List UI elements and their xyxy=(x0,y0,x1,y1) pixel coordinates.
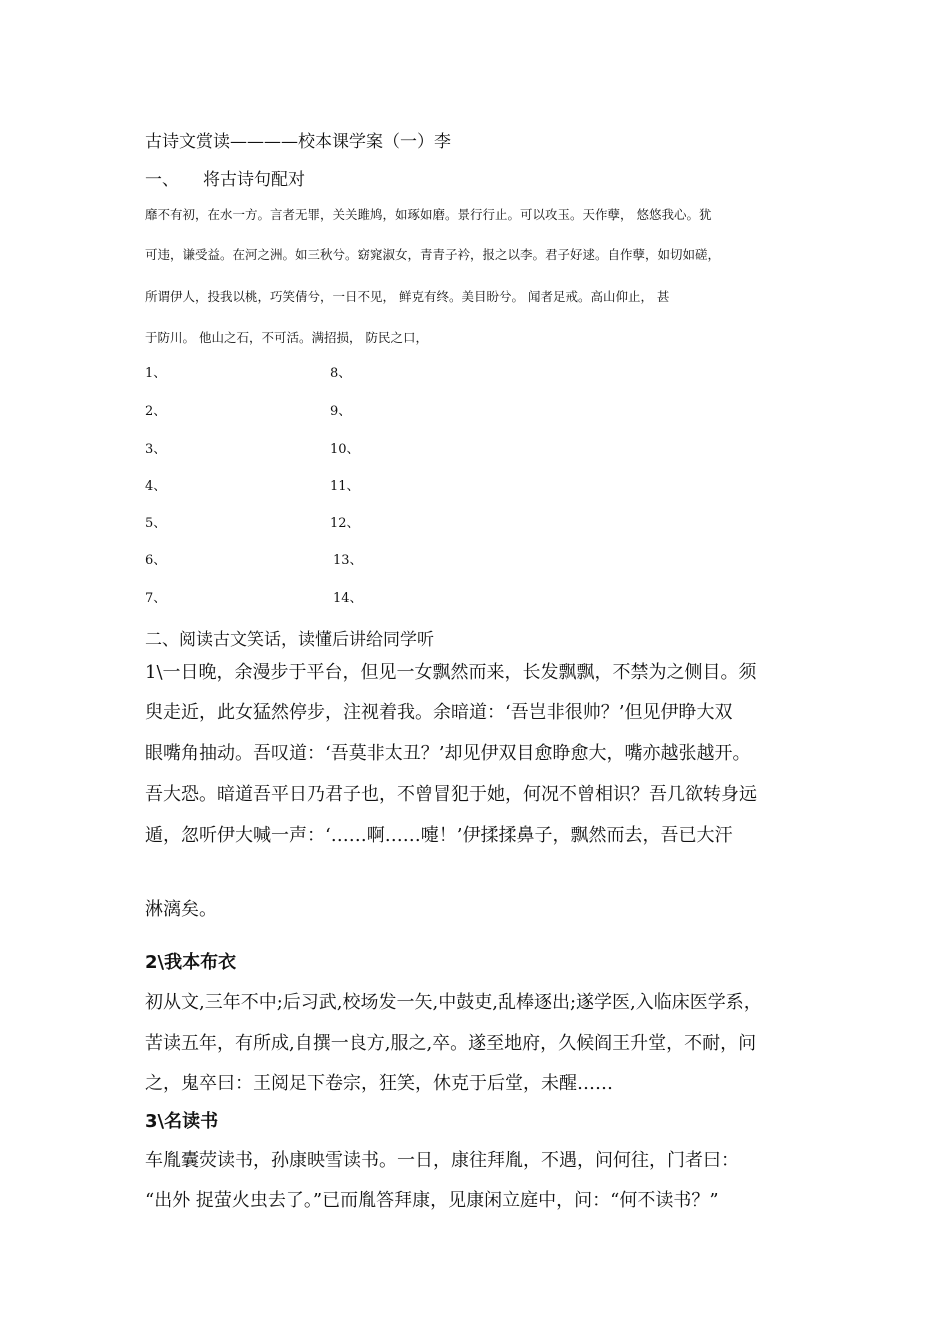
section1-heading xyxy=(145,165,305,190)
answer-row xyxy=(145,438,360,457)
page-title: 古诗文赏读————校本课学案（一）李 xyxy=(145,132,451,152)
poem-pool-line: 于防川。 他山之石，不可活。满招损， 防民之口， xyxy=(145,330,428,345)
story3-line: 车胤囊荧读书，孙康映雪读书。一日，康往拜胤，不遇，问何往，门者曰： xyxy=(145,1150,739,1171)
answer-row xyxy=(145,362,352,381)
answer-blank-right[interactable]: 10、 xyxy=(330,442,360,457)
answer-blank-right[interactable]: 13、 xyxy=(333,553,363,568)
poem-pool-line: 靡不有初，在水一方。言者无罪，关关雎鸠，如琢如磨。景行行止。可以攻玉。天作孽， 悠悠我心。犹 xyxy=(145,207,712,222)
answer-blank-right[interactable]: 9、 xyxy=(330,404,352,419)
answer-blank-left[interactable]: 7、 xyxy=(145,591,167,606)
story1-line: 臾走近，此女猛然停步，注视着我。余暗道：‘吾岂非很帅？’但见伊睁大双 xyxy=(145,702,733,723)
answer-row xyxy=(145,512,360,531)
story1-line: 吾大恐。暗道吾平日乃君子也，不曾冒犯于她，何况不曾相识？吾几欲转身远 xyxy=(145,784,757,805)
answer-blank-left[interactable]: 3、 xyxy=(145,442,167,457)
story2-line: 苦读五年，有所成,自撰一良方,服之,卒。遂至地府，久候阎王升堂，不耐，问 xyxy=(145,1033,757,1054)
story2-line: 初从文,三年不中;后习武,校场发一矢,中鼓吏,乱棒逐出;遂学医,入临床医学系， xyxy=(145,992,762,1013)
section2-heading: 二、阅读古文笑话，读懂后讲给同学听 xyxy=(145,630,434,650)
answer-blank-right[interactable]: 11、 xyxy=(330,479,360,494)
story1-line: 遁，忽听伊大喊一声：‘……啊……嚏！’伊揉揉鼻子，飘然而去，吾已大汗 xyxy=(145,825,733,846)
answer-blank-left[interactable]: 1、 xyxy=(145,366,167,381)
answer-row xyxy=(145,475,360,494)
story2-line: 之，鬼卒曰：王阅足下卷宗，狂笑，休克于后堂，未醒…… xyxy=(145,1073,613,1094)
answer-row xyxy=(145,587,363,606)
answer-blank-left[interactable]: 4、 xyxy=(145,479,167,494)
story1-line: 淋漓矣。 xyxy=(145,899,217,920)
poem-pool-line: 可违，谦受益。在河之洲。如三秋兮。窈窕淑女，青青子衿，报之以李。君子好逑。自作孽，如切如磋， xyxy=(145,247,721,262)
story1-line: 1\一日晚，余漫步于平台，但见一女飘然而来，长发飘飘，不禁为之侧目。须 xyxy=(145,662,757,683)
poem-pool-line: 所谓伊人，投我以桃，巧笑倩兮，一日不见， 鲜克有终。美目盼兮。 闻者足戒。高山仰止， 甚 xyxy=(145,289,670,304)
section1-title: 将古诗句配对 xyxy=(203,170,305,190)
answer-blank-right[interactable]: 8、 xyxy=(330,366,352,381)
answer-blank-left[interactable]: 2、 xyxy=(145,404,167,419)
story1-line: 眼嘴角抽动。吾叹道：‘吾莫非太丑？’却见伊双目愈睁愈大，嘴亦越张越开。 xyxy=(145,743,751,764)
answer-row xyxy=(145,549,363,568)
story3-title: 3\名读书 xyxy=(145,1111,219,1132)
answer-row xyxy=(145,400,352,419)
answer-blank-right[interactable]: 12、 xyxy=(330,516,360,531)
answer-blank-right[interactable]: 14、 xyxy=(333,591,363,606)
answer-blank-left[interactable]: 6、 xyxy=(145,553,167,568)
story2-title: 2\我本布衣 xyxy=(145,952,237,973)
section1-number: 一、 xyxy=(145,170,179,190)
story3-line: “出外 捉萤火虫去了。”已而胤答拜康，见康闲立庭中，问：“何不读书？” xyxy=(145,1190,719,1211)
answer-blank-left[interactable]: 5、 xyxy=(145,516,167,531)
